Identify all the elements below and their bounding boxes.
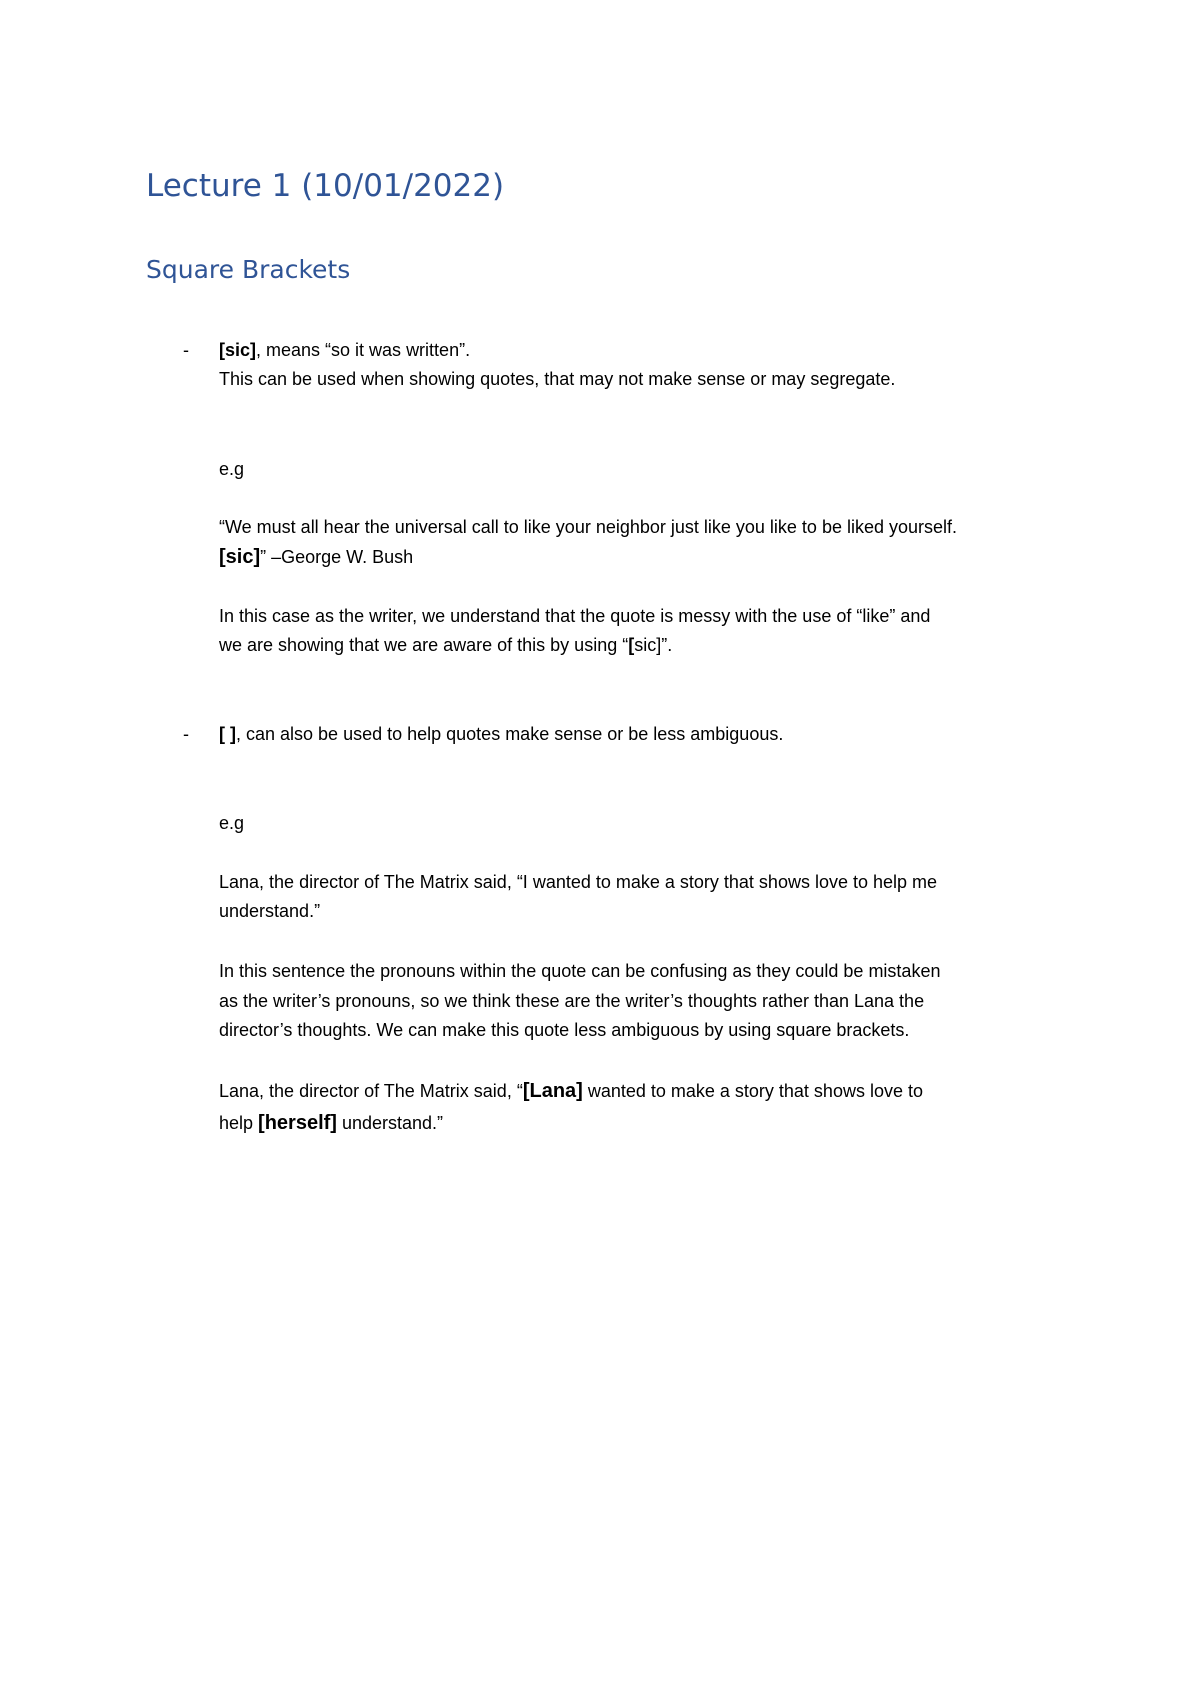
bush-quote-line: “We must all hear the universal call to like your neighbor just like you like to be liked yourself. <box>219 517 958 537</box>
bracketed-herself: [herself] <box>258 1112 337 1134</box>
fixed-quote-line <box>219 1112 443 1134</box>
fixed-quote-text: help <box>219 1113 259 1133</box>
fixed-quote-text: wanted to make a story that shows love to <box>582 1081 923 1101</box>
pronoun-explanation-line: director’s thoughts. We can make this quote less ambiguous by using square brackets. <box>219 1020 910 1040</box>
bullet-marker: - <box>183 340 189 360</box>
sic-explanation-line <box>219 634 672 656</box>
pronoun-explanation-line: In this sentence the pronouns within the quote can be confusing as they could be mistaken <box>219 961 941 981</box>
fixed-quote-text: understand.” <box>336 1113 444 1133</box>
matrix-quote-line: Lana, the director of The Matrix said, “I wanted to make a story that shows love to help me <box>219 872 938 892</box>
bullet-sic-definition <box>219 339 470 361</box>
sic-explanation-line: In this case as the writer, we understand that the quote is messy with the use of “like” and <box>219 606 931 626</box>
sic-definition-text: , means “so it was written”. <box>256 340 471 360</box>
section-heading: Square Brackets <box>146 255 351 284</box>
bullet-marker: - <box>183 724 189 744</box>
bullet-brackets-definition <box>219 723 783 745</box>
example-label: e.g <box>219 813 245 833</box>
brackets-definition-text: , can also be used to help quotes make sense or be less ambiguous. <box>236 724 784 744</box>
quote-attribution: ” –George W. Bush <box>260 547 414 567</box>
page-title: Lecture 1 (10/01/2022) <box>146 168 505 204</box>
bush-quote-attribution-line <box>219 546 413 568</box>
example-label: e.g <box>219 459 245 479</box>
explanation-text: sic]”. <box>634 635 673 655</box>
matrix-quote-line: understand.” <box>219 901 321 921</box>
sic-usage-text: This can be used when showing quotes, that may not make sense or may segregate. <box>219 369 896 389</box>
brackets-term: [ ] <box>219 724 236 744</box>
pronoun-explanation-line: as the writer’s pronouns, so we think these are the writer’s thoughts rather than Lana the <box>219 991 925 1011</box>
sic-marker: [sic] <box>219 546 261 568</box>
bracket-glyph: [ <box>628 635 635 655</box>
bracketed-lana: [Lana] <box>522 1080 583 1102</box>
fixed-quote-line <box>219 1080 923 1102</box>
explanation-text: we are showing that we are aware of this by using “ <box>219 635 629 655</box>
fixed-quote-text: Lana, the director of The Matrix said, “ <box>219 1081 523 1101</box>
sic-term: [sic] <box>219 340 257 360</box>
